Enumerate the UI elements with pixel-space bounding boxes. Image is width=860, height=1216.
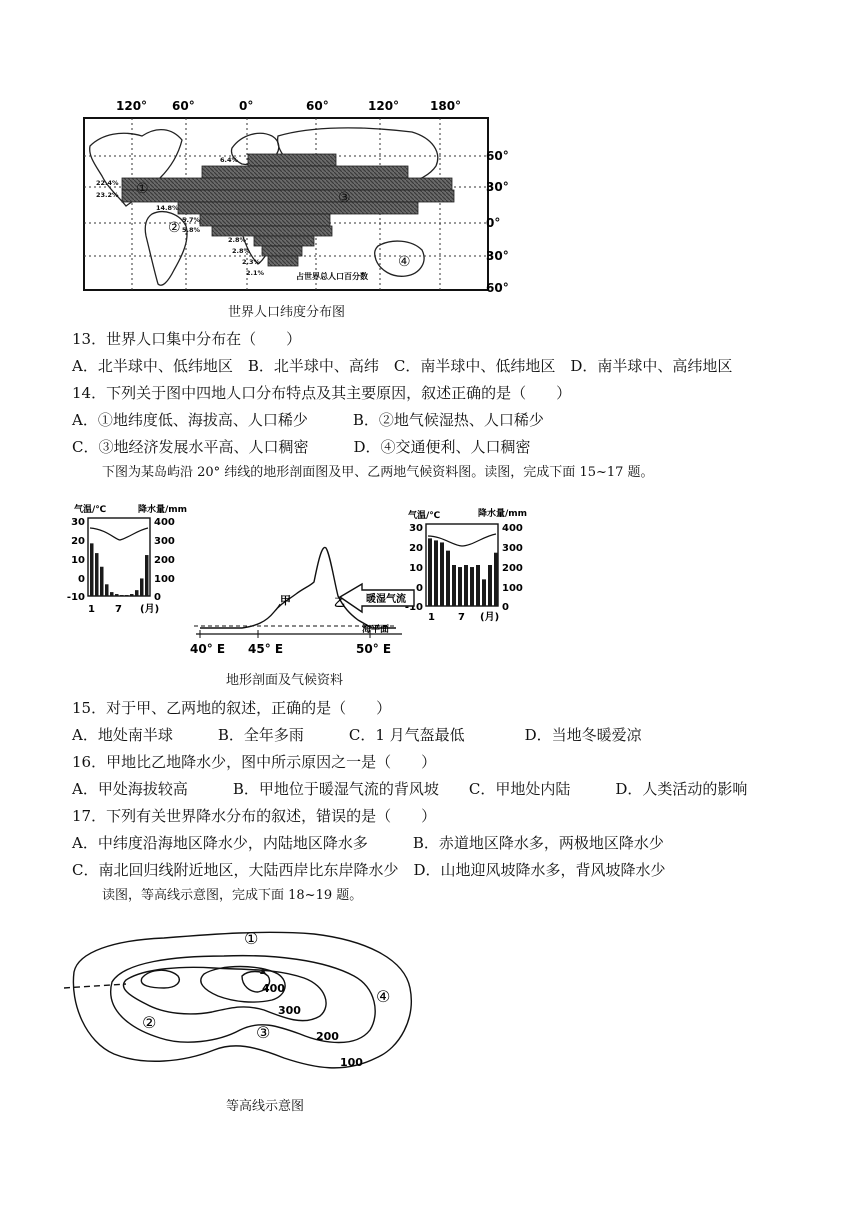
svg-text:1: 1	[88, 604, 95, 615]
svg-text:30: 30	[409, 523, 423, 534]
sea-level-label: 海平面	[362, 625, 390, 635]
question-14: 14．下列关于图中四地人口分布特点及其主要原因，叙述正确的是（ ）	[72, 384, 572, 402]
population-latitude-map	[82, 96, 512, 292]
lon-label: 120°	[116, 99, 148, 113]
svg-text:200: 200	[502, 563, 523, 574]
question-15: 15．对于甲、乙两地的叙述，正确的是（ ）	[72, 699, 392, 717]
right-precip-bar	[464, 565, 468, 606]
question-16: 16．甲地比乙地降水少，图中所示原因之一是（ ）	[72, 753, 437, 771]
left-precip-bar	[95, 553, 99, 596]
marker-1: ①	[244, 929, 259, 948]
svg-text:400: 400	[154, 517, 175, 528]
lon-label: 180°	[430, 99, 462, 113]
pct-label: 2.8%	[232, 247, 251, 255]
right-precip-axis-title: 降水量/mm	[478, 509, 528, 519]
marker-1: ①	[136, 181, 149, 197]
point-jia: 甲	[280, 594, 291, 607]
right-precip-bar	[494, 553, 498, 606]
lon-label: 0°	[239, 99, 254, 113]
marker-3: ③	[256, 1023, 271, 1042]
svg-text:100: 100	[502, 583, 523, 594]
contour-label-100: 100	[340, 1056, 363, 1069]
svg-text:20: 20	[71, 536, 85, 547]
lat-label: 30°	[486, 180, 509, 194]
lat-label: 0°	[486, 216, 501, 230]
pct-label: 2.8%	[228, 236, 247, 244]
lon-label: 60°	[306, 99, 329, 113]
right-temp-axis-title: 气温/℃	[408, 511, 441, 521]
left-precip-bar	[130, 594, 134, 596]
terrain-climate-figure	[66, 496, 546, 666]
right-precip-bar	[476, 565, 480, 606]
right-precip-bar	[488, 565, 492, 606]
question-17: 17．下列有关世界降水分布的叙述，错误的是（ ）	[72, 807, 437, 825]
svg-text:(月): (月)	[140, 604, 160, 615]
airflow-label: 暖湿气流	[366, 594, 406, 605]
left-precip-bar	[135, 590, 139, 596]
figure2-caption: 地形剖面及气候资料	[226, 673, 344, 688]
lat-label: 60°	[486, 149, 509, 163]
marker-2: ②	[168, 220, 181, 236]
question-13-options: A．北半球中、低纬地区 B．北半球中、高纬 C．南半球中、低纬地区 D．南半球中、高纬地区	[72, 357, 733, 375]
question-16-options: A．甲处海拔较高 B．甲地位于暖湿气流的背风坡 C．甲地处内陆 D．人类活动的影响	[72, 780, 748, 798]
svg-text:100: 100	[154, 574, 175, 585]
svg-text:200: 200	[154, 555, 175, 566]
right-precip-bar	[458, 567, 462, 606]
svg-text:7: 7	[115, 604, 122, 615]
svg-text:300: 300	[502, 543, 523, 554]
question-13: 13．世界人口集中分布在（ ）	[72, 330, 302, 348]
contour-label-300: 300	[278, 1004, 301, 1017]
right-precip-bar	[440, 542, 444, 606]
pct-label: 6.4%	[220, 156, 239, 164]
pct-label: 23.2%	[96, 191, 119, 199]
pct-label: 2.1%	[246, 269, 265, 277]
left-precip-bar	[90, 543, 94, 596]
contour-label-200: 200	[316, 1030, 339, 1043]
intro-15-17: 下图为某岛屿沿 20° 纬线的地形剖面图及甲、乙两地气候资料图。读图，完成下面 15~17 题。	[102, 465, 654, 480]
marker-2: ②	[142, 1013, 157, 1032]
svg-text:400: 400	[502, 523, 523, 534]
right-precip-bar	[470, 567, 474, 606]
question-14-options-cd: C．③地经济发展水平高、人口稠密 D．④交通便利、人口稠密	[72, 438, 531, 456]
svg-text:0: 0	[154, 592, 161, 603]
left-precip-bar	[125, 595, 129, 596]
contour-label-400: 400	[262, 982, 285, 995]
x-label-50E: 50° E	[356, 642, 392, 656]
marker-4: ④	[398, 254, 411, 270]
svg-text:0: 0	[416, 583, 423, 594]
left-precip-bar	[115, 594, 119, 596]
pct-label: 22.4%	[96, 179, 119, 187]
left-precip-bar	[145, 555, 149, 596]
svg-text:0: 0	[78, 574, 85, 585]
map-inner-label: 占世界总人口百分数	[296, 272, 368, 281]
left-precip-axis-title: 降水量/mm	[138, 505, 188, 515]
lon-label: 120°	[368, 99, 400, 113]
right-precip-bar	[428, 538, 432, 606]
svg-text:300: 300	[154, 536, 175, 547]
left-precip-bar	[140, 578, 144, 596]
point-yi: 乙	[334, 596, 345, 609]
intro-18-19: 读图，等高线示意图，完成下面 18~19 题。	[102, 888, 363, 903]
svg-text:10: 10	[409, 563, 423, 574]
left-precip-bar	[105, 584, 109, 596]
left-precip-bar	[120, 595, 124, 596]
figure3-caption: 等高线示意图	[226, 1099, 305, 1114]
x-label-45E: 45° E	[248, 642, 284, 656]
question-15-options: A．地处南半球 B．全年多雨 C．1 月气盔最低 D．当地冬暖爱凉	[72, 726, 642, 744]
svg-text:30: 30	[71, 517, 85, 528]
lon-label: 60°	[172, 99, 195, 113]
svg-text:7: 7	[458, 612, 465, 623]
marker-3: ③	[338, 190, 351, 206]
svg-text:20: 20	[409, 543, 423, 554]
pct-label: 14.8%	[156, 204, 179, 212]
lat-label: 30°	[486, 249, 509, 263]
svg-text:0: 0	[502, 602, 509, 613]
lat-label: 60°	[486, 281, 509, 292]
left-temp-axis-title: 气温/℃	[74, 505, 107, 515]
svg-text:(月): (月)	[480, 612, 500, 623]
question-17-options-ab: A．中纬度沿海地区降水少，内陆地区降水多 B．赤道地区降水多，两极地区降水少	[72, 834, 664, 852]
right-precip-bar	[452, 565, 456, 606]
pct-label: 5.8%	[182, 226, 201, 234]
svg-text:1: 1	[428, 612, 435, 623]
left-precip-bar	[100, 567, 104, 596]
question-14-options-ab: A．①地纬度低、海拔高、人口稀少 B．②地气候湿热、人口稀少	[72, 411, 544, 429]
figure1-caption: 世界人口纬度分布图	[228, 305, 346, 320]
marker-4: ④	[376, 987, 391, 1006]
svg-text:-10: -10	[404, 602, 423, 613]
pct-label: 5.7%	[182, 216, 201, 224]
svg-text:10: 10	[71, 555, 85, 566]
x-label-40E: 40° E	[190, 642, 226, 656]
question-17-options-cd: C．南北回归线附近地区，大陆西岸比东岸降水少 D．山地迎风坡降水多，背风坡降水少	[72, 861, 666, 879]
contour-map	[64, 918, 424, 1078]
right-precip-bar	[434, 540, 438, 606]
right-precip-bar	[482, 579, 486, 606]
pct-label: 2.3%	[242, 258, 261, 266]
left-precip-bar	[110, 592, 114, 596]
right-precip-bar	[446, 551, 450, 606]
svg-text:-10: -10	[66, 592, 85, 603]
